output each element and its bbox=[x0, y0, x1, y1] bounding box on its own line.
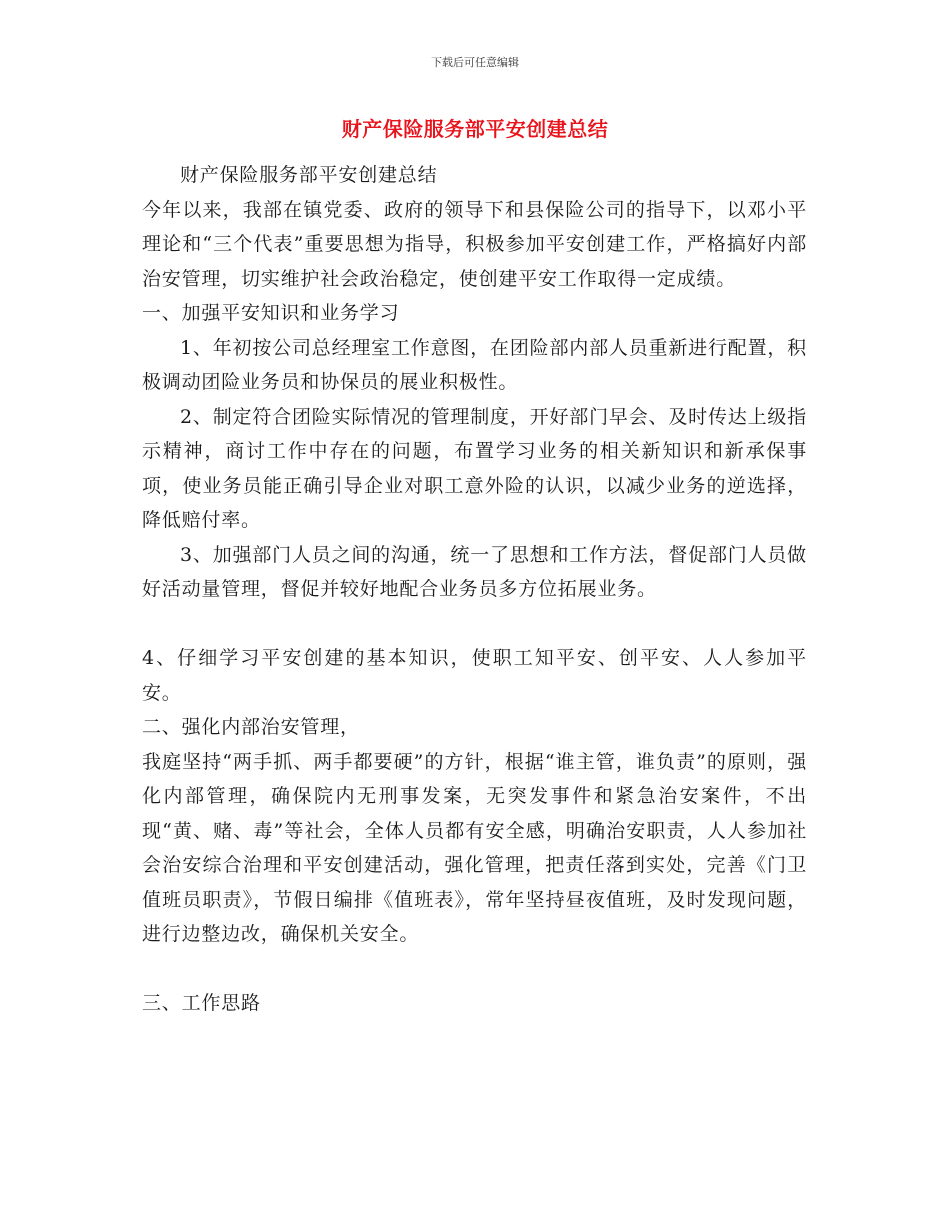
section-heading-1: 一、加强平安知识和业务学习 bbox=[142, 302, 400, 324]
subtitle-paragraph: 财产保险服务部平安创建总结 bbox=[180, 164, 438, 186]
section-heading-2: 二、强化内部治安管理， bbox=[142, 716, 360, 738]
intro-paragraph: 今年以来，我部在镇党委、政府的领导下和县保险公司的指导下，以邓小平理论和“三个代表”重要思想为指导，积极参加平安创建工作，严格搞好内部治安管理，切实维护社会政治稳定，使创建平安工作取得一定成绩。 bbox=[142, 198, 807, 290]
list-item-1: 1、年初按公司总经理室工作意图，在团险部内部人员重新进行配置，积极调动团险业务员和协保员的展业积极性。 bbox=[142, 336, 807, 393]
list-item-3: 3、加强部门人员之间的沟通，统一了思想和工作方法，督促部门人员做好活动量管理，督促并较好地配合业务员多方位拓展业务。 bbox=[142, 543, 807, 600]
spacer bbox=[142, 607, 807, 642]
header-note: 下载后可任意编辑 bbox=[431, 56, 519, 69]
list-item-4: 4、仔细学习平安创建的基本知识，使职工知平安、创平安、人人参加平安。 bbox=[142, 647, 807, 704]
list-item-2: 2、制定符合团险实际情况的管理制度，开好部门早会、及时传达上级指示精神，商讨工作中存在的问题，布置学习业务的相关新知识和新承保事项，使业务员能正确引导企业对职工意外险的认识，以减少业务的逆选择，降低赔付率。 bbox=[142, 405, 807, 531]
section-2-paragraph: 我庭坚持“两手抓、两手都要硬”的方针，根据“谁主管，谁负责”的原则，强化内部管理，确保院内无刑事发案，无突发事件和紧急治安案件，不出现“黄、赌、毒”等社会，全体人员都有安全感，明确治安职责，人人参加社会治安综合治理和平安创建活动，强化管理，把责任落到实处，完善《门卫值班员职责》，节假日编排《值班表》，常年坚持昼夜值班，及时发现问题，进行边整边改，确保机关安全。 bbox=[142, 750, 807, 945]
document-body bbox=[142, 158, 807, 1021]
document-title: 财产保险服务部平安创建总结 bbox=[341, 117, 609, 141]
spacer bbox=[142, 952, 807, 987]
section-heading-3: 三、工作思路 bbox=[142, 992, 261, 1014]
